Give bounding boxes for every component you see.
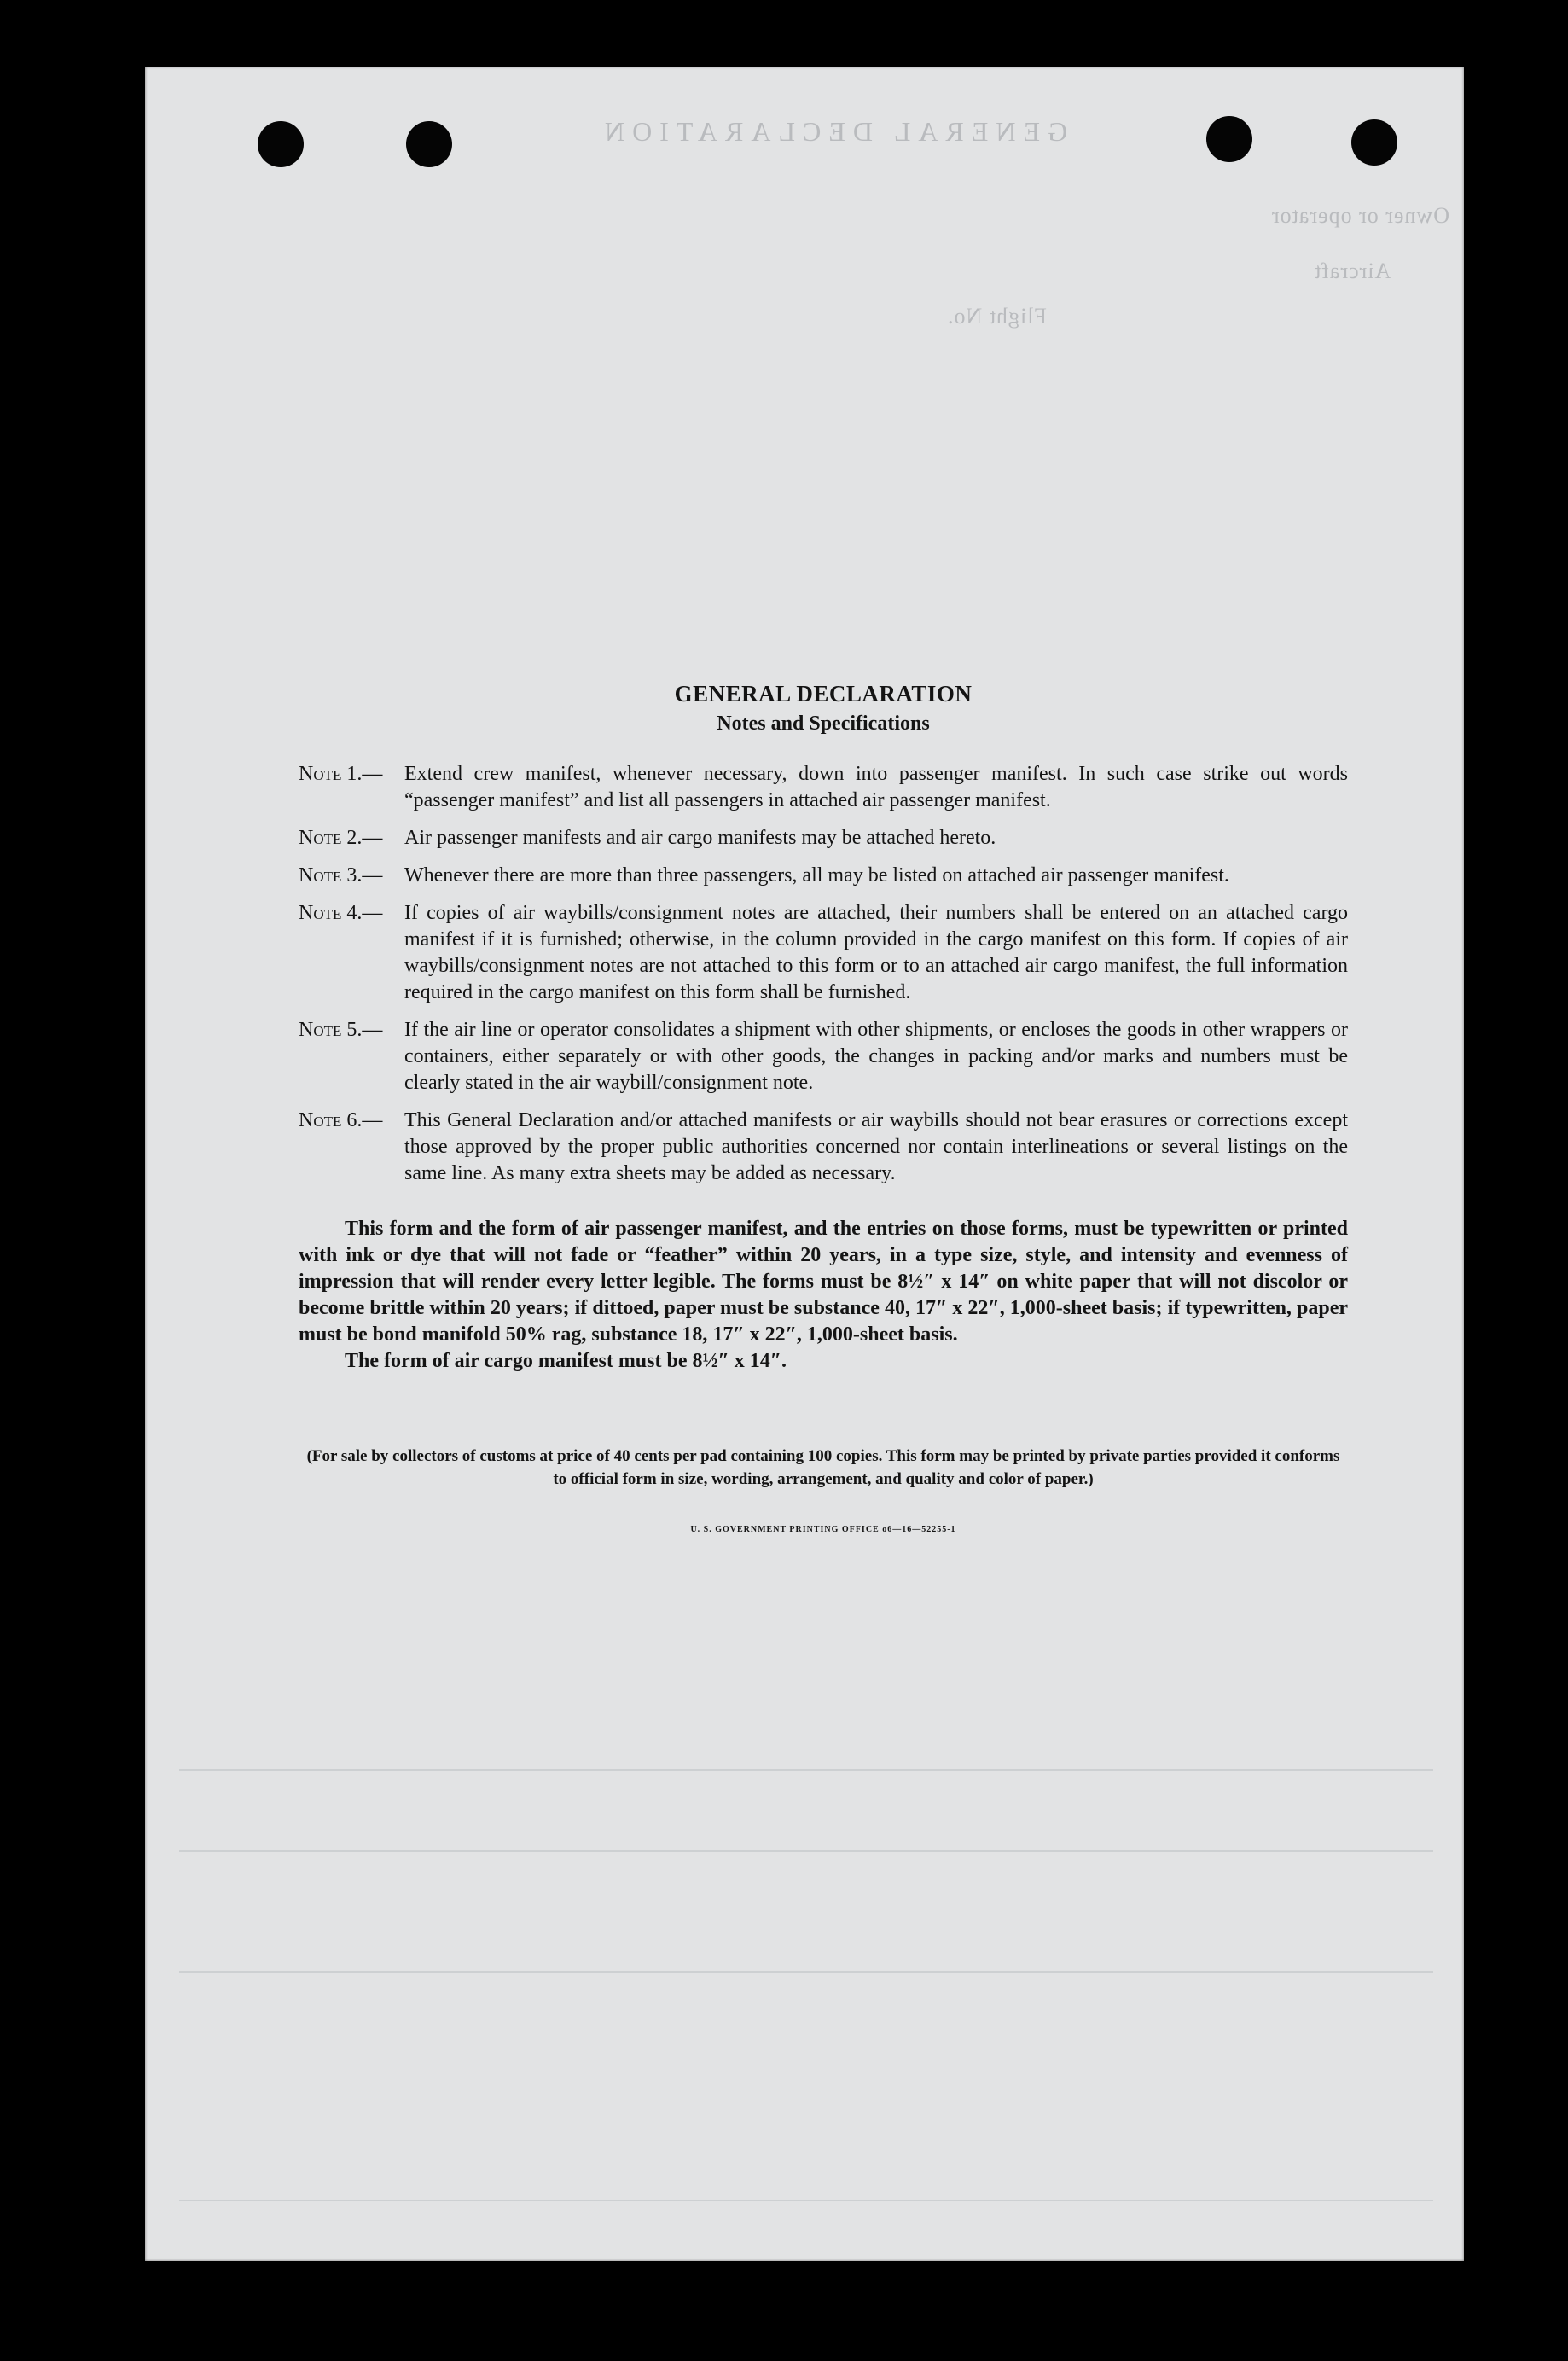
bleed-through-aircraft: Aircraft	[1314, 259, 1391, 283]
note-text: If copies of air waybills/consignment notes are attached, their numbers shall be entered on an attached cargo manifest if it is furnished; otherwise, in the column provided in the cargo manifest on this form. If copies of air waybills/consignment notes are not attached to this form or to an attached air cargo manifest, the full information required in the cargo manifest on this form shall be furnished.	[404, 902, 1348, 1003]
punch-hole-left-1	[258, 121, 304, 167]
note-item	[299, 761, 1348, 814]
document-title: GENERAL DECLARATION	[674, 681, 973, 707]
note-item	[299, 825, 1348, 852]
document-page	[145, 67, 1464, 2261]
bleed-through-flight: Flight No.	[947, 304, 1047, 329]
note-item	[299, 863, 1348, 889]
printer-line: U. S. GOVERNMENT PRINTING OFFICE o6—16—52255-1	[690, 1525, 956, 1534]
bleed-through-rule	[179, 1971, 1433, 1973]
bleed-through-owner: Owner or operator	[1271, 203, 1450, 228]
note-label: Note 5.—	[299, 1019, 383, 1041]
note-label: Note 2.—	[299, 827, 383, 849]
bleed-through-rule	[179, 1850, 1433, 1852]
punch-hole-right-2	[1351, 119, 1397, 166]
bleed-through-rule	[179, 1769, 1433, 1771]
note-item	[299, 1108, 1348, 1187]
punch-hole-left-2	[406, 121, 452, 167]
note-label: Note 3.—	[299, 864, 383, 887]
note-text: Air passenger manifests and air cargo manifests may be attached hereto.	[404, 827, 996, 849]
declaration-content	[299, 681, 1348, 1534]
punch-hole-right-1	[1206, 116, 1252, 162]
note-item	[299, 900, 1348, 1006]
bleed-through-header: GENERAL DECLARATION	[597, 116, 1068, 147]
note-text: Extend crew manifest, whenever necessary, down into passenger manifest. In such case strike out words “passenger manifest” and list all passengers in attached air passenger manifest.	[404, 763, 1348, 811]
sale-notice: (For sale by collectors of customs at price of 40 cents per pad containing 100 copies. This form may be printed by private parties provided it conforms to official form in size, wording, arrangement, and quality and color of paper.)	[306, 1447, 1340, 1488]
note-label: Note 1.—	[299, 763, 383, 785]
note-label: Note 4.—	[299, 902, 383, 924]
bleed-through-rule	[179, 2200, 1433, 2201]
note-text: Whenever there are more than three passengers, all may be listed on attached air passenger manifest.	[404, 864, 1229, 887]
note-text: If the air line or operator consolidates a shipment with other shipments, or encloses the goods in other wrappers or containers, either separately or with other goods, the changes in packing and/or marks and numbers must be clearly stated in the air waybill/consignment note.	[404, 1019, 1348, 1094]
document-subtitle: Notes and Specifications	[717, 712, 930, 735]
cargo-manifest-note: The form of air cargo manifest must be 8½″ x 14″.	[345, 1350, 787, 1372]
note-text: This General Declaration and/or attached manifests or air waybills should not bear erasures or corrections except those approved by the proper public authorities concerned nor contain interlineations or several listings on the same line. As many extra sheets may be added as necessary.	[404, 1109, 1348, 1184]
specification-paragraph: This form and the form of air passenger manifest, and the entries on those forms, must be typewritten or printed with ink or dye that will not fade or “feather” within 20 years, in a type size, style, and intensity and evenness of impression that will render every letter legible. The forms must be 8½″ x 14″ on white paper that will not discolor or become brittle within 20 years; if dittoed, paper must be substance 40, 17″ x 22″, 1,000-sheet basis; if typewritten, paper must be bond manifold 50% rag, substance 18, 17″ x 22″, 1,000-sheet basis.	[299, 1218, 1348, 1346]
note-label: Note 6.—	[299, 1109, 383, 1131]
note-item	[299, 1017, 1348, 1096]
